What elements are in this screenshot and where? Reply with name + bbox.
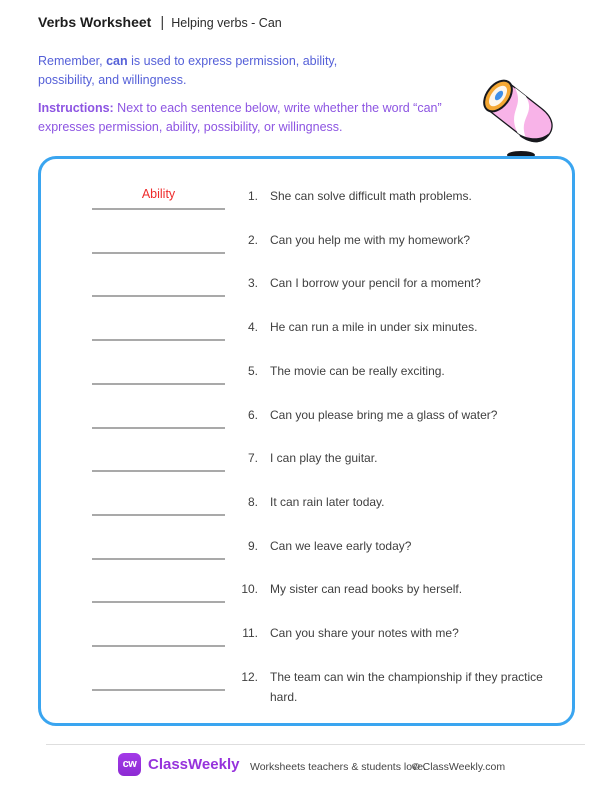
item-sentence: Can you help me with my homework?	[270, 232, 471, 247]
answer-line	[92, 689, 225, 691]
item-number: 4.	[247, 320, 258, 335]
item-number: 8.	[247, 494, 258, 509]
page-title: Verbs Worksheet	[38, 14, 152, 30]
reminder-keyword: can	[106, 54, 128, 68]
worksheet-row	[92, 166, 562, 210]
item-number: 2.	[247, 232, 258, 247]
item-number: 3.	[247, 276, 258, 291]
item-sentence: It can rain later today.	[270, 494, 385, 509]
worksheet-row	[92, 341, 562, 385]
item-sentence: The team can win the championship if they practice hard.	[270, 669, 543, 704]
worksheet-box	[38, 156, 575, 726]
item-number: 1.	[247, 189, 258, 203]
item-number: 12.	[241, 669, 258, 684]
item-sentence: I can play the guitar.	[270, 451, 378, 466]
answer-example: Ability	[141, 187, 176, 201]
item-sentence: My sister can read books by herself.	[270, 582, 463, 597]
worksheet-row	[92, 253, 562, 297]
page-subtitle: Helping verbs - Can	[171, 16, 282, 30]
item-number: 7.	[247, 451, 258, 466]
item-number: 5.	[247, 363, 258, 378]
instructions-body: Next to each sentence below, write whether the word “can” expresses permission, ability, possibility, or willingness.	[38, 101, 442, 134]
instructions-label: Instructions:	[38, 101, 114, 115]
classweekly-logo-icon: cw	[118, 753, 141, 776]
item-number: 11.	[242, 626, 258, 640]
item-sentence: She can solve difficult math problems.	[270, 189, 472, 203]
item-sentence: He can run a mile in under six minutes.	[270, 320, 478, 335]
worksheet-row	[92, 385, 562, 429]
item-sentence: Can you please bring me a glass of water?	[270, 407, 498, 422]
worksheet-row	[92, 647, 562, 704]
reminder-text	[38, 52, 386, 90]
footer-copyright: © ClassWeekly.com	[412, 761, 506, 773]
worksheet-row	[92, 297, 562, 341]
item-sentence: Can you share your notes with me?	[270, 626, 459, 640]
worksheet-row	[92, 428, 562, 472]
title-separator: |	[160, 14, 165, 31]
item-sentence: Can we leave early today?	[270, 538, 412, 553]
reminder-suffix: is used to express permission, ability, possibility, and willingness.	[38, 54, 338, 87]
item-number: 9.	[247, 538, 258, 553]
worksheet-row	[92, 210, 562, 254]
instructions-text	[38, 99, 474, 137]
worksheet-row	[92, 603, 562, 647]
worksheet-row	[92, 559, 562, 603]
flashlight-illustration	[476, 72, 576, 164]
worksheet-row	[92, 472, 562, 516]
reminder-prefix: Remember,	[38, 54, 107, 68]
item-number: 10.	[241, 582, 258, 597]
item-sentence: The movie can be really exciting.	[270, 363, 445, 378]
brand-name: ClassWeekly	[148, 756, 240, 773]
item-number: 6.	[247, 407, 258, 422]
item-sentence: Can I borrow your pencil for a moment?	[270, 276, 481, 291]
page-title-row	[38, 14, 282, 31]
footer-tagline: Worksheets teachers & students love.	[250, 761, 427, 773]
worksheet-row	[92, 516, 562, 560]
footer-divider	[46, 744, 585, 745]
